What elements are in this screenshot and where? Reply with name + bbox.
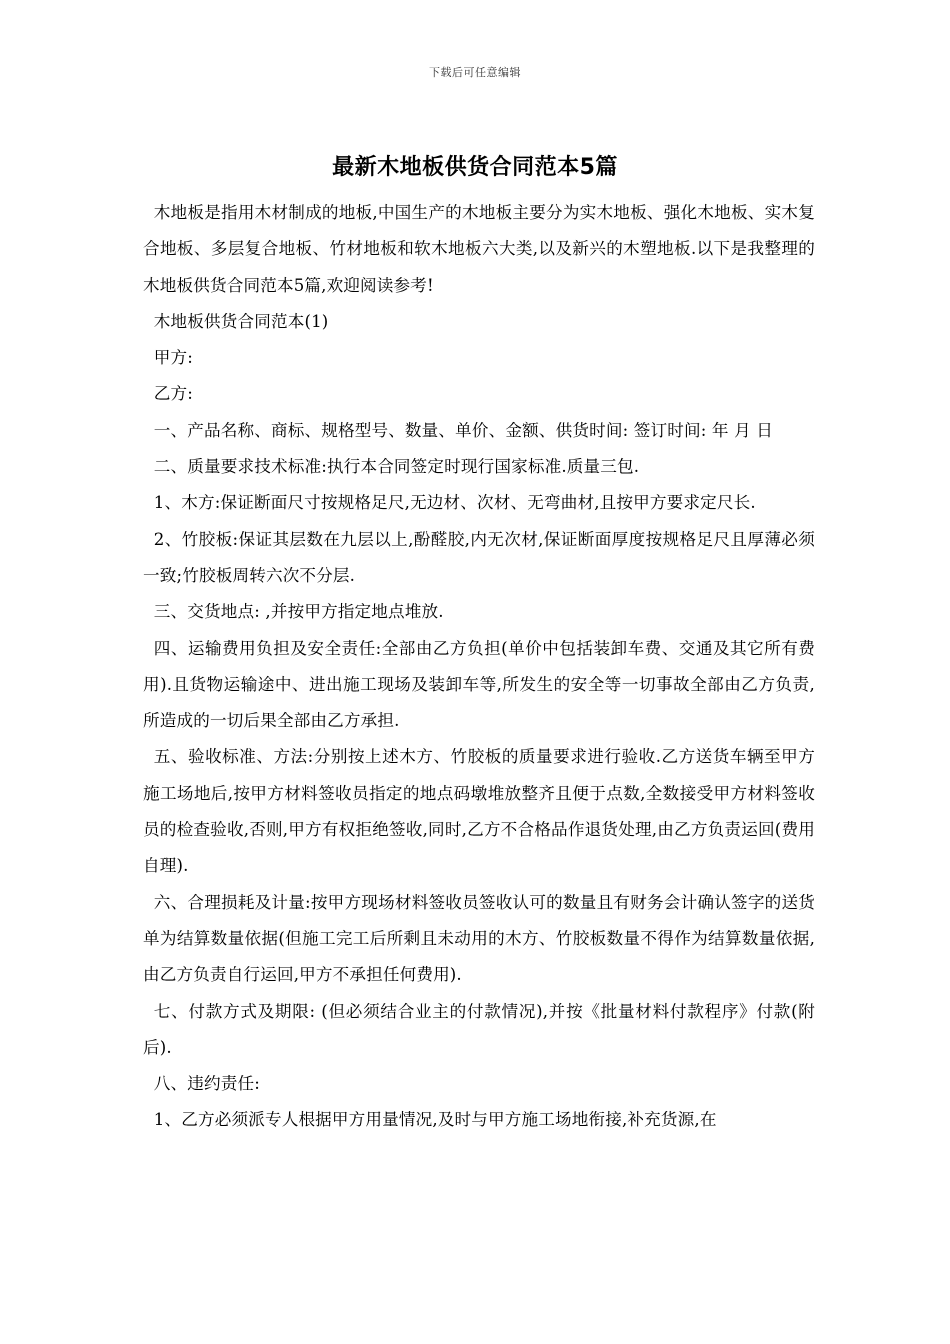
clause-8: 八、违约责任: [153, 1074, 260, 1094]
clause-2-item-2: 2、竹胶板:保证其层数在九层以上,酚醛胶,内无次材,保证断面厚度按规格足尺且厚薄必须一致;竹胶板周转六次不分层. [143, 529, 815, 585]
document-body [143, 195, 815, 1139]
party-b-line: 乙方: [153, 384, 194, 404]
clause-2-item-1: 1、木方:保证断面尺寸按规格足尺,无边材、次材、无弯曲材,且按甲方要求定尺长. [153, 493, 756, 513]
clause-6: 六、合理损耗及计量:按甲方现场材料签收员签收认可的数量且有财务会计确认签字的送货单为结算数量依据(但施工完工后所剩且未动用的木方、竹胶板数量不得作为结算数量依据,由乙方负责自行运回,甲方不承担任何费用). [143, 892, 815, 985]
clause-1: 一、产品名称、商标、规格型号、数量、单价、金额、供货时间: 签订时间: 年 月 日 [153, 420, 773, 440]
header-note: 下载后可任意编辑 [429, 66, 521, 79]
clause-4: 四、运输费用负担及安全责任:全部由乙方负担(单价中包括装卸车费、交通及其它所有费用).且货物运输途中、进出施工现场及装卸车等,所发生的安全等一切事故全部由乙方负责,所造成的一切后果全部由乙方承担. [143, 638, 815, 731]
clause-2: 二、质量要求技术标准:执行本合同签定时现行国家标准.质量三包. [153, 457, 640, 477]
contract-heading: 木地板供货合同范本(1) [153, 311, 329, 331]
party-a-line: 甲方: [153, 348, 194, 368]
clause-5: 五、验收标准、方法:分别按上述木方、竹胶板的质量要求进行验收.乙方送货车辆至甲方施工场地后,按甲方材料签收员指定的地点码墩堆放整齐且便于点数,全数接受甲方材料签收员的检查验收,否则,甲方有权拒绝签收,同时,乙方不合格品作退货处理,由乙方负责运回(费用自理). [143, 747, 815, 876]
intro-paragraph: 木地板是指用木材制成的地板,中国生产的木地板主要分为实木地板、强化木地板、实木复合地板、多层复合地板、竹材地板和软木地板六大类,以及新兴的木塑地板.以下是我整理的木地板供货合同范本5篇,欢迎阅读参考! [143, 203, 815, 295]
clause-7: 七、付款方式及期限: (但必须结合业主的付款情况),并按《批量材料付款程序》付款(附后). [143, 1001, 815, 1057]
document-title: 最新木地板供货合同范本5篇 [332, 155, 618, 180]
clause-3: 三、交货地点: ,并按甲方指定地点堆放. [153, 602, 444, 622]
clause-8-item-1: 1、乙方必须派专人根据甲方用量情况,及时与甲方施工场地衔接,补充货源,在 [153, 1110, 717, 1130]
